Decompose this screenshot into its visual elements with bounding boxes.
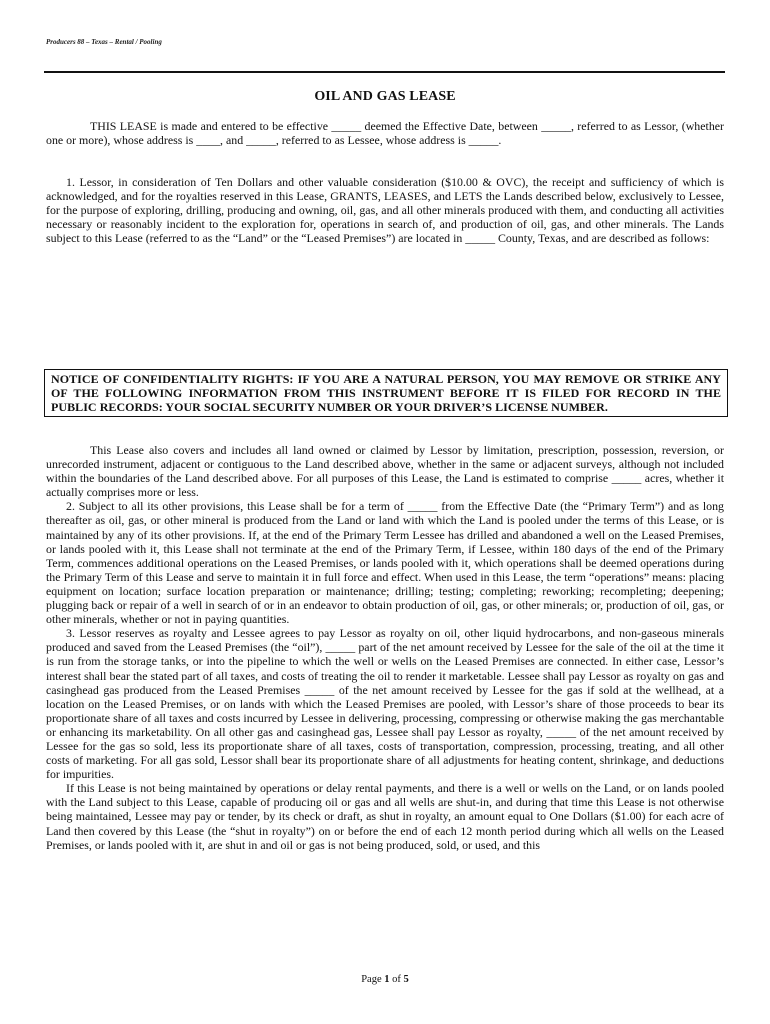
confidentiality-notice: NOTICE OF CONFIDENTIALITY RIGHTS: IF YOU ARE A NATURAL PERSON, YOU MAY REMOVE OR STRIKE ANY OF THE FOLLOWING INFORMATION FROM THIS INSTRUMENT BEFORE IT IS FILED FOR RECORD IN THE PUBLIC RECORDS: YOUR SOCIAL SECURITY NUMBER OR YOUR DRIVER’S LICENSE NUMBER. xyxy=(44,369,728,417)
form-code: Producers 88 – Texas – Rental / Pooling xyxy=(46,38,162,46)
lease-terms-section xyxy=(46,443,724,852)
intro-paragraph: THIS LEASE is made and entered to be effective _____ deemed the Effective Date, between _____, referred to as Lessor, (whether one or more), whose address is ____, and _____, referred to as Lessee, whose address is _____. xyxy=(46,119,724,148)
page-footer xyxy=(0,974,770,985)
grant-section xyxy=(46,175,724,245)
of-label: of xyxy=(392,974,401,985)
document-title: OIL AND GAS LEASE xyxy=(314,89,456,104)
paragraph-shut-in: If this Lease is not being maintained by operations or delay rental payments, and there is a well or wells on the Land, or on lands pooled with the Land subject to this Lease, capable of producing oil or gas and all wells are shut-in, and during that time this Lease is not otherwise being maintained, Lessee may pay or tender, by its check or draft, as shut in royalty, an amount equal to One Dollars ($1.00) for each acre of Land then covered by this Lease (the “shut in royalty”) on or before the end of each 12 month period during which all wells on the Leased Premises, or lands pooled with it, are shut in and oil or gas is not being produced, sold, or used, and this xyxy=(46,781,724,852)
intro-section xyxy=(46,119,724,147)
paragraph-1: 1. Lessor, in consideration of Ten Dollars and other valuable consideration ($10.00 & OVC), the receipt and sufficiency of which is acknowledged, and for the royalties reserved in this Lease, GRANTS, LEASES, and LETS the Lands described below, exclusively to Lessee, for the purpose of exploring, drilling, producing and owning, oil, gas, and all other minerals produced with them, and conducting all activities necessary or reasonably incident to the exploration for, operations in search of, and production of oil, gas, and other minerals. The Lands subject to this Lease (referred to as the “Land” or the “Leased Premises”) are located in _____ County, Texas, and are described as follows: xyxy=(46,175,724,246)
page-total: 5 xyxy=(403,974,409,985)
page-label: Page xyxy=(361,974,382,985)
paragraph-2: 2. Subject to all its other provisions, this Lease shall be for a term of _____ from the Effective Date (the “Primary Term”) and as long thereafter as oil, gas, or other mineral is produced from the Land or land with which the Land is pooled under the terms of this Lease, or is maintained by any of its other provisions. If, at the end of the Primary Term Lessee has drilled and abandoned a well on the Leased Premises, or lands pooled with it, this Lease shall not terminate at the end of the Primary Term, if Lessee, within 180 days of the end of the Primary Term, commences additional operations on the Leased Premises, or lands pooled with it, which operations shall be deemed operations during the Primary Term of this Lease and serve to maintain it in full force and effect. When used in this Lease, the term “operations” means: placing equipment on location; surface location preparation or maintenance; drilling; testing; completing; reworking; recompleting; deepening; plugging back or repair of a well in search of or in an endeavor to obtain production of oil, gas, or other minerals; or, production of oil, gas, or other minerals, whether or not in paying quantities. xyxy=(46,499,724,627)
header-divider xyxy=(44,71,725,73)
page-number: 1 xyxy=(384,974,390,985)
paragraph-3: 3. Lessor reserves as royalty and Lessee agrees to pay Lessor as royalty on oil, other liquid hydrocarbons, and non-gaseous minerals produced and saved from the Leased Premises (the “oil”), _____ part of the net amount received by Lessee for the sale of the oil at the time it is run from the storage tanks, or into the pipeline to which the well or wells on the Leased Premises are connected. In either case, Lessor’s interest shall bear the stated part of all taxes, and costs of treating the oil to render it marketable. Lessee shall pay Lessor as royalty on gas and casinghead gas produced from the Leased Premises _____ of the net amount received by Lessee for the gas if sold at the wellhead, at a location on the Leased Premises, or on lands with which the Leased Premises are pooled, with Lessor’s share of those proceeds to bear its proportionate share of all taxes and costs incurred by Lessee in delivering, processing, compressing or otherwise making the gas merchantable or enhancing its marketability. On all other gas and casinghead gas, Lessee shall pay Lessor as royalty, _____ of the net amount received by Lessee for the gas so sold, less its proportionate share of all taxes, costs of transportation, compression, processing, treating, and all other costs of marketing. For all gas sold, Lessor shall bear its proportionate share of all adjustments for heating content, shrinkage, and deductions for impurities. xyxy=(46,626,724,782)
paragraph-covers: This Lease also covers and includes all land owned or claimed by Lessor by limitation, prescription, possession, reversion, or unrecorded instrument, adjacent or contiguous to the Land described above, whether in the same or adjacent surveys, although not included within the boundaries of the Land described above. For all purposes of this Lease, the Land is estimated to comprise _____ acres, whether it actually comprises more or less. xyxy=(46,443,724,500)
